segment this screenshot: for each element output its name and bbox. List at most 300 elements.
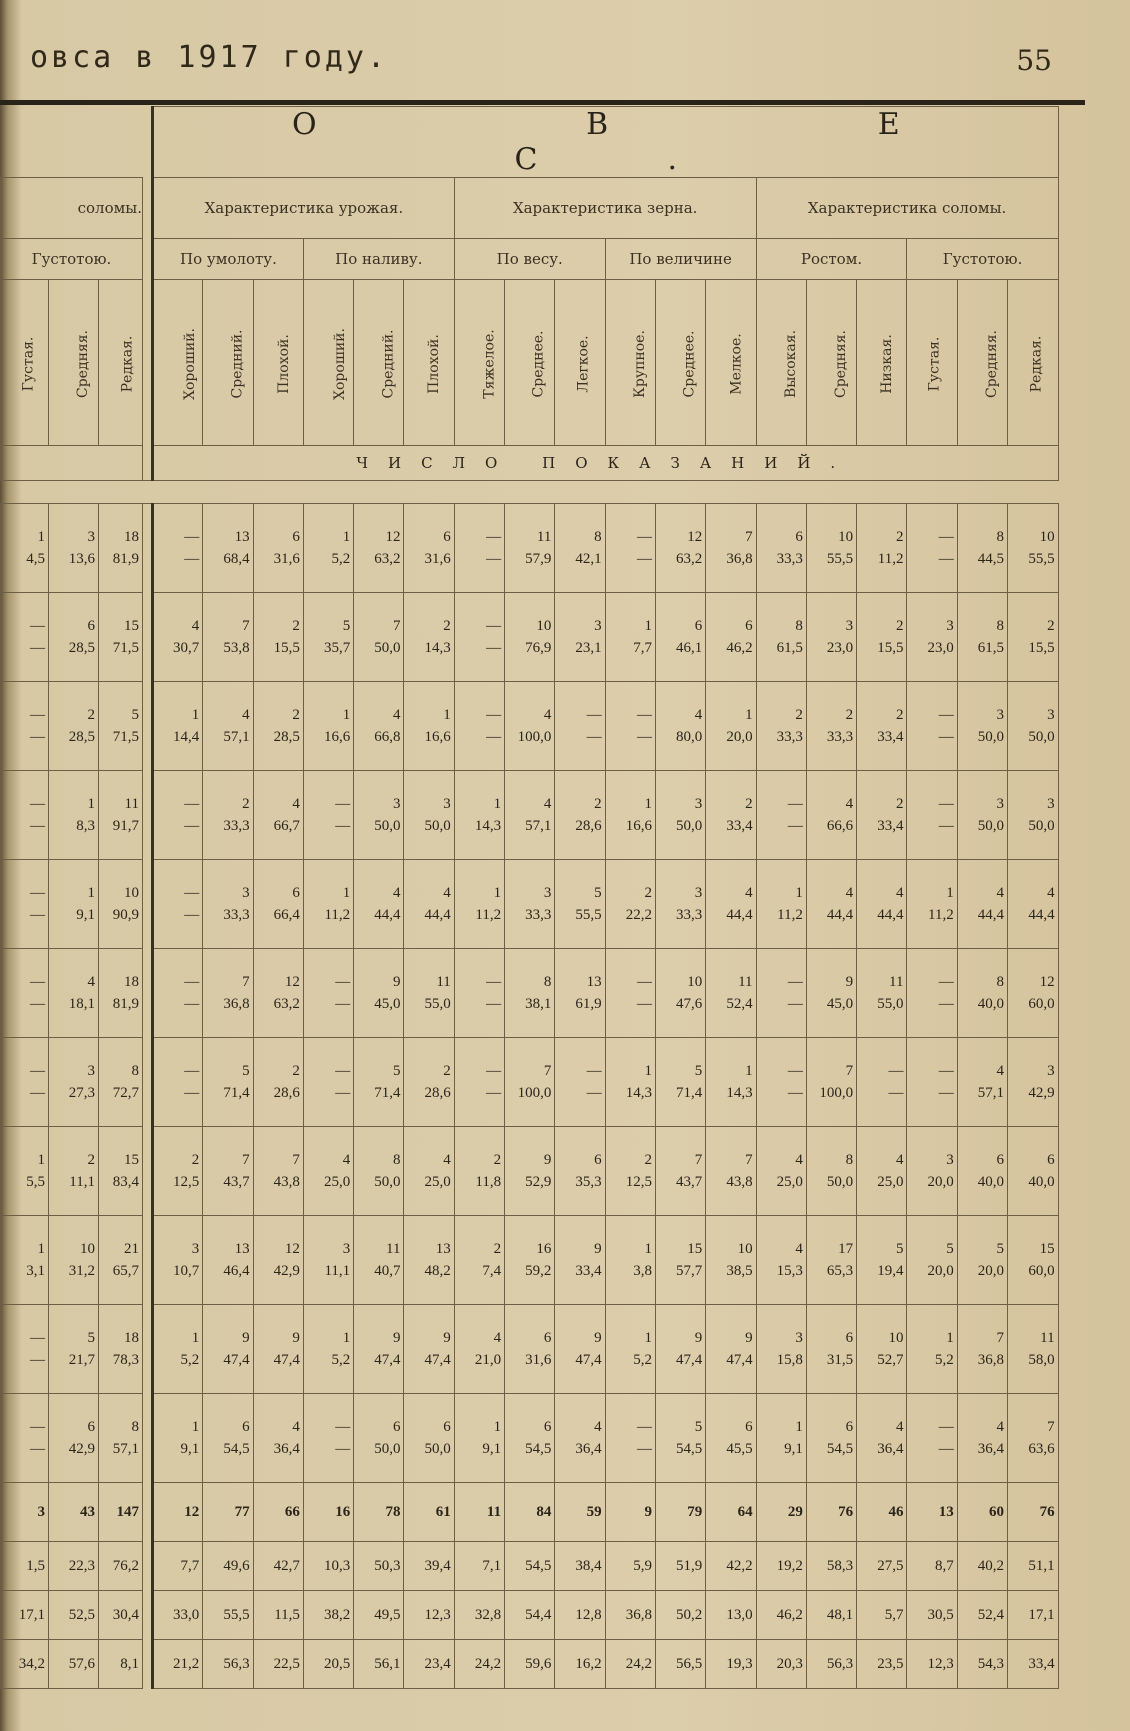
data-cell: 1 9,1 bbox=[454, 1394, 504, 1483]
data-cell: 2 33,3 bbox=[756, 682, 806, 771]
data-cell: 5 20,0 bbox=[907, 1216, 957, 1305]
percent-cell: 49,6 bbox=[203, 1542, 253, 1591]
percent-cell: 24,2 bbox=[605, 1640, 655, 1689]
percent-left-cell: 52,5 bbox=[49, 1591, 99, 1640]
data-cell: 2 11,2 bbox=[857, 504, 907, 593]
percent-left-cell: 34,2 bbox=[1, 1640, 49, 1689]
percent-cell: 8,7 bbox=[907, 1542, 957, 1591]
percent-cell: 49,5 bbox=[354, 1591, 404, 1640]
data-cell: 2 15,5 bbox=[857, 593, 907, 682]
left-cell: 5 21,7 bbox=[49, 1305, 99, 1394]
data-cell: 2 7,4 bbox=[454, 1216, 504, 1305]
data-cell: 5 35,7 bbox=[303, 593, 353, 682]
data-cell: — — bbox=[303, 1394, 353, 1483]
data-cell: 3 50,0 bbox=[957, 771, 1007, 860]
left-cell: 15 83,4 bbox=[99, 1127, 143, 1216]
percent-cell: 38,2 bbox=[303, 1591, 353, 1640]
data-cell: 12 63,2 bbox=[253, 949, 303, 1038]
data-cell: 9 47,4 bbox=[706, 1305, 756, 1394]
sub-density: Густотою. bbox=[907, 239, 1058, 280]
data-cell: 8 61,5 bbox=[756, 593, 806, 682]
left-cell: 2 11,1 bbox=[49, 1127, 99, 1216]
percent-cell: 22,5 bbox=[253, 1640, 303, 1689]
left-cell: 8 57,1 bbox=[99, 1394, 143, 1483]
gap-cell bbox=[143, 1640, 153, 1689]
gap-cell bbox=[143, 239, 153, 280]
left-title-blank bbox=[1, 107, 153, 178]
data-cell: — — bbox=[303, 1038, 353, 1127]
data-cell: 13 48,2 bbox=[404, 1216, 454, 1305]
data-cell: 2 33,4 bbox=[706, 771, 756, 860]
percent-cell: 42,2 bbox=[706, 1542, 756, 1591]
column-vert-header: Мелкое. bbox=[706, 280, 756, 446]
data-cell: — — bbox=[605, 682, 655, 771]
percent-cell: 52,4 bbox=[957, 1591, 1007, 1640]
data-cell: 4 57,1 bbox=[203, 682, 253, 771]
data-cell: 7 43,8 bbox=[706, 1127, 756, 1216]
data-cell: — — bbox=[605, 1394, 655, 1483]
gap-cell bbox=[143, 504, 153, 593]
data-cell: 13 61,9 bbox=[555, 949, 605, 1038]
percent-cell: 42,7 bbox=[253, 1542, 303, 1591]
column-vert-header: Плохой. bbox=[404, 280, 454, 446]
data-cell: — — bbox=[153, 860, 203, 949]
data-cell: — — bbox=[907, 1394, 957, 1483]
total-cell: 84 bbox=[505, 1483, 555, 1542]
table-row bbox=[1, 1216, 1059, 1305]
percent-row bbox=[1, 1542, 1059, 1591]
percent-left-cell: 8,1 bbox=[99, 1640, 143, 1689]
gap-cell bbox=[143, 1127, 153, 1216]
percent-cell: 7,7 bbox=[153, 1542, 203, 1591]
left-cell: — — bbox=[1, 682, 49, 771]
table-row bbox=[1, 504, 1059, 593]
gap-cell bbox=[143, 949, 153, 1038]
table-row bbox=[1, 771, 1059, 860]
column-vert-header: Густая. bbox=[907, 280, 957, 446]
data-cell: 7 43,7 bbox=[203, 1127, 253, 1216]
data-cell: 4 25,0 bbox=[303, 1127, 353, 1216]
data-cell: 3 33,3 bbox=[505, 860, 555, 949]
data-cell: 4 66,8 bbox=[354, 682, 404, 771]
total-cell: 60 bbox=[957, 1483, 1007, 1542]
left-cell: 2 28,5 bbox=[49, 682, 99, 771]
percent-cell: 27,5 bbox=[857, 1542, 907, 1591]
percent-cell: 21,2 bbox=[153, 1640, 203, 1689]
data-cell: 4 44,4 bbox=[404, 860, 454, 949]
data-cell: — — bbox=[857, 1038, 907, 1127]
data-cell: 9 45,0 bbox=[354, 949, 404, 1038]
data-cell: 2 28,5 bbox=[253, 682, 303, 771]
data-cell: 9 47,4 bbox=[253, 1305, 303, 1394]
table-row bbox=[1, 860, 1059, 949]
data-cell: 3 11,1 bbox=[303, 1216, 353, 1305]
column-vert-header: Крупное. bbox=[605, 280, 655, 446]
data-cell: 9 47,4 bbox=[555, 1305, 605, 1394]
percent-cell: 54,5 bbox=[505, 1542, 555, 1591]
percent-cell: 50,2 bbox=[655, 1591, 705, 1640]
data-cell: 10 55,5 bbox=[1008, 504, 1059, 593]
data-cell: 9 45,0 bbox=[806, 949, 856, 1038]
data-cell: 11 40,7 bbox=[354, 1216, 404, 1305]
total-cell: 29 bbox=[756, 1483, 806, 1542]
data-cell: — — bbox=[907, 504, 957, 593]
data-cell: 2 33,4 bbox=[857, 771, 907, 860]
left-cell: 18 81,9 bbox=[99, 504, 143, 593]
data-cell: 2 33,3 bbox=[203, 771, 253, 860]
data-cell: 3 33,3 bbox=[655, 860, 705, 949]
data-cell: 8 42,1 bbox=[555, 504, 605, 593]
percent-cell: 12,8 bbox=[555, 1591, 605, 1640]
data-cell: 5 55,5 bbox=[555, 860, 605, 949]
data-cell: 4 21,0 bbox=[454, 1305, 504, 1394]
data-cell: 8 40,0 bbox=[957, 949, 1007, 1038]
data-cell: 3 50,0 bbox=[354, 771, 404, 860]
data-cell: 3 23,0 bbox=[907, 593, 957, 682]
data-cell: 6 50,0 bbox=[404, 1394, 454, 1483]
column-vert-header: Средняя. bbox=[957, 280, 1007, 446]
data-cell: 6 45,5 bbox=[706, 1394, 756, 1483]
sub-weight: По весу. bbox=[454, 239, 605, 280]
data-cell: 12 60,0 bbox=[1008, 949, 1059, 1038]
total-cell: 59 bbox=[555, 1483, 605, 1542]
data-cell: 2 28,6 bbox=[253, 1038, 303, 1127]
percent-cell: 19,3 bbox=[706, 1640, 756, 1689]
data-cell: — — bbox=[454, 504, 504, 593]
data-cell: 4 66,6 bbox=[806, 771, 856, 860]
gap-cell bbox=[143, 1305, 153, 1394]
data-cell: — — bbox=[303, 771, 353, 860]
data-cell: 10 47,6 bbox=[655, 949, 705, 1038]
data-cell: 6 33,3 bbox=[756, 504, 806, 593]
data-cell: 11 57,9 bbox=[505, 504, 555, 593]
total-cell: 11 bbox=[454, 1483, 504, 1542]
data-cell: 2 12,5 bbox=[605, 1127, 655, 1216]
data-cell: — — bbox=[555, 682, 605, 771]
percent-cell: 12,3 bbox=[404, 1591, 454, 1640]
data-cell: 11 58,0 bbox=[1008, 1305, 1059, 1394]
data-cell: 1 11,2 bbox=[756, 860, 806, 949]
column-vert-header: Тяжелое. bbox=[454, 280, 504, 446]
percent-cell: 56,3 bbox=[806, 1640, 856, 1689]
data-cell: 1 14,3 bbox=[706, 1038, 756, 1127]
data-cell: — — bbox=[153, 1038, 203, 1127]
percent-cell: 17,1 bbox=[1008, 1591, 1059, 1640]
gap-cell bbox=[143, 446, 153, 481]
percent-row bbox=[1, 1640, 1059, 1689]
left-cell: 21 65,7 bbox=[99, 1216, 143, 1305]
total-cell: 16 bbox=[303, 1483, 353, 1542]
data-cell: 9 47,4 bbox=[354, 1305, 404, 1394]
left-vert-header: Редкая. bbox=[99, 280, 143, 446]
data-cell: 5 71,4 bbox=[354, 1038, 404, 1127]
left-cell: 1 4,5 bbox=[1, 504, 49, 593]
total-cell: 61 bbox=[404, 1483, 454, 1542]
percent-cell: 58,3 bbox=[806, 1542, 856, 1591]
data-cell: 4 44,4 bbox=[806, 860, 856, 949]
data-cell: 10 55,5 bbox=[806, 504, 856, 593]
data-cell: 11 55,0 bbox=[404, 949, 454, 1038]
sub-size: По величине bbox=[605, 239, 756, 280]
percent-left-cell: 22,3 bbox=[49, 1542, 99, 1591]
data-cell: 4 25,0 bbox=[857, 1127, 907, 1216]
gap-cell bbox=[143, 593, 153, 682]
total-left-cell: 147 bbox=[99, 1483, 143, 1542]
percent-cell: 16,2 bbox=[555, 1640, 605, 1689]
data-cell: — — bbox=[153, 504, 203, 593]
data-cell: 12 63,2 bbox=[655, 504, 705, 593]
data-cell: — — bbox=[756, 949, 806, 1038]
total-row bbox=[1, 1483, 1059, 1542]
column-vert-header: Среднее. bbox=[655, 280, 705, 446]
percent-cell: 54,4 bbox=[505, 1591, 555, 1640]
left-cell: 3 27,3 bbox=[49, 1038, 99, 1127]
data-cell: 6 40,0 bbox=[957, 1127, 1007, 1216]
column-vert-header: Низкая. bbox=[857, 280, 907, 446]
table-row bbox=[1, 1394, 1059, 1483]
data-cell: — — bbox=[454, 682, 504, 771]
percent-left-cell: 76,2 bbox=[99, 1542, 143, 1591]
data-cell: — — bbox=[555, 1038, 605, 1127]
data-cell: 5 71,4 bbox=[203, 1038, 253, 1127]
data-cell: 4 36,4 bbox=[555, 1394, 605, 1483]
total-cell: 76 bbox=[806, 1483, 856, 1542]
data-cell: 3 15,8 bbox=[756, 1305, 806, 1394]
data-cell: 1 11,2 bbox=[454, 860, 504, 949]
total-left-cell: 43 bbox=[49, 1483, 99, 1542]
main-title: О В Е С. bbox=[153, 107, 1059, 178]
data-cell: 8 44,5 bbox=[957, 504, 1007, 593]
data-cell: 4 44,4 bbox=[1008, 860, 1059, 949]
column-vert-header: Средний. bbox=[203, 280, 253, 446]
data-cell: — — bbox=[756, 1038, 806, 1127]
data-cell: 6 54,5 bbox=[806, 1394, 856, 1483]
data-cell: — — bbox=[605, 949, 655, 1038]
data-cell: 11 52,4 bbox=[706, 949, 756, 1038]
data-cell: 2 33,4 bbox=[857, 682, 907, 771]
percent-cell: 33,4 bbox=[1008, 1640, 1059, 1689]
percent-cell: 59,6 bbox=[505, 1640, 555, 1689]
data-cell: 4 25,0 bbox=[404, 1127, 454, 1216]
left-cell: 8 72,7 bbox=[99, 1038, 143, 1127]
data-cell: 1 11,2 bbox=[303, 860, 353, 949]
data-cell: 6 31,5 bbox=[806, 1305, 856, 1394]
data-cell: 6 66,4 bbox=[253, 860, 303, 949]
data-cell: 10 52,7 bbox=[857, 1305, 907, 1394]
column-vert-header: Средний. bbox=[354, 280, 404, 446]
table-row bbox=[1, 1127, 1059, 1216]
data-cell: 9 52,9 bbox=[505, 1127, 555, 1216]
data-cell: 3 23,1 bbox=[555, 593, 605, 682]
running-header: овса в 1917 году. bbox=[30, 40, 389, 75]
percent-cell: 40,2 bbox=[957, 1542, 1007, 1591]
data-cell: 3 20,0 bbox=[907, 1127, 957, 1216]
data-cell: 13 46,4 bbox=[203, 1216, 253, 1305]
left-cell: — — bbox=[1, 771, 49, 860]
data-cell: 2 12,5 bbox=[153, 1127, 203, 1216]
data-cell: 1 14,4 bbox=[153, 682, 203, 771]
data-cell: 2 11,8 bbox=[454, 1127, 504, 1216]
data-cell: 2 33,3 bbox=[806, 682, 856, 771]
data-cell: 4 36,4 bbox=[957, 1394, 1007, 1483]
left-cell: — — bbox=[1, 1305, 49, 1394]
top-rule bbox=[0, 100, 1085, 105]
data-cell: 2 14,3 bbox=[404, 593, 454, 682]
data-cell: 3 50,0 bbox=[1008, 771, 1059, 860]
left-cell: 1 3,1 bbox=[1, 1216, 49, 1305]
column-vert-header: Среднее. bbox=[505, 280, 555, 446]
data-cell: — — bbox=[907, 949, 957, 1038]
data-cell: 1 5,2 bbox=[303, 1305, 353, 1394]
group-grain: Характеристика зерна. bbox=[454, 178, 756, 239]
percent-cell: 32,8 bbox=[454, 1591, 504, 1640]
percent-cell: 13,0 bbox=[706, 1591, 756, 1640]
data-cell: 1 5,2 bbox=[907, 1305, 957, 1394]
left-count-blank bbox=[1, 446, 143, 481]
data-cell: 6 54,5 bbox=[505, 1394, 555, 1483]
data-cell: 7 36,8 bbox=[706, 504, 756, 593]
data-cell: 7 100,0 bbox=[505, 1038, 555, 1127]
data-cell: — — bbox=[303, 949, 353, 1038]
data-cell: 4 36,4 bbox=[857, 1394, 907, 1483]
data-cell: 1 3,8 bbox=[605, 1216, 655, 1305]
oats-statistics-table bbox=[0, 106, 1059, 1689]
data-cell: 7 53,8 bbox=[203, 593, 253, 682]
data-cell: 1 5,2 bbox=[605, 1305, 655, 1394]
percent-cell: 5,9 bbox=[605, 1542, 655, 1591]
left-cell: 18 78,3 bbox=[99, 1305, 143, 1394]
data-cell: 9 33,4 bbox=[555, 1216, 605, 1305]
gap-cell bbox=[143, 280, 153, 446]
percent-cell: 20,5 bbox=[303, 1640, 353, 1689]
left-cell: 6 42,9 bbox=[49, 1394, 99, 1483]
left-cell: — — bbox=[1, 949, 49, 1038]
gap-cell bbox=[143, 1216, 153, 1305]
data-cell: 6 31,6 bbox=[505, 1305, 555, 1394]
data-cell: 15 57,7 bbox=[655, 1216, 705, 1305]
data-cell: 7 36,8 bbox=[203, 949, 253, 1038]
column-vert-header: Средняя. bbox=[806, 280, 856, 446]
percent-cell: 38,4 bbox=[555, 1542, 605, 1591]
data-cell: 2 15,5 bbox=[253, 593, 303, 682]
data-cell: 7 43,8 bbox=[253, 1127, 303, 1216]
page-number: 55 bbox=[1016, 44, 1052, 77]
left-cell: 1 9,1 bbox=[49, 860, 99, 949]
data-cell: 7 63,6 bbox=[1008, 1394, 1059, 1483]
spacer-row bbox=[1, 481, 1059, 504]
left-cell: 15 71,5 bbox=[99, 593, 143, 682]
data-cell: 1 7,7 bbox=[605, 593, 655, 682]
data-cell: 6 50,0 bbox=[354, 1394, 404, 1483]
data-cell: 1 11,2 bbox=[907, 860, 957, 949]
table-row bbox=[1, 682, 1059, 771]
data-cell: — — bbox=[907, 1038, 957, 1127]
data-cell: 2 28,6 bbox=[555, 771, 605, 860]
data-cell: — — bbox=[454, 949, 504, 1038]
count-label: ЧИСЛО ПОКАЗАНИЙ. bbox=[153, 446, 1059, 481]
gap-cell bbox=[143, 1483, 153, 1542]
percent-cell: 36,8 bbox=[605, 1591, 655, 1640]
percent-left-cell: 17,1 bbox=[1, 1591, 49, 1640]
data-cell: 17 65,3 bbox=[806, 1216, 856, 1305]
gap-cell bbox=[143, 860, 153, 949]
percent-cell: 24,2 bbox=[454, 1640, 504, 1689]
data-cell: 7 50,0 bbox=[354, 593, 404, 682]
data-cell: 4 66,7 bbox=[253, 771, 303, 860]
data-cell: — — bbox=[605, 504, 655, 593]
percent-cell: 10,3 bbox=[303, 1542, 353, 1591]
percent-cell: 56,5 bbox=[655, 1640, 705, 1689]
total-cell: 46 bbox=[857, 1483, 907, 1542]
table-row bbox=[1, 593, 1059, 682]
group-straw: Характеристика соломы. bbox=[756, 178, 1058, 239]
percent-cell: 7,1 bbox=[454, 1542, 504, 1591]
data-cell: 5 19,4 bbox=[857, 1216, 907, 1305]
left-group-header: соломы. bbox=[1, 178, 143, 239]
percent-cell: 51,9 bbox=[655, 1542, 705, 1591]
data-cell: 1 16,6 bbox=[404, 682, 454, 771]
data-cell: 9 47,4 bbox=[203, 1305, 253, 1394]
percent-cell: 33,0 bbox=[153, 1591, 203, 1640]
percent-cell: 54,3 bbox=[957, 1640, 1007, 1689]
total-cell: 64 bbox=[706, 1483, 756, 1542]
data-cell: 1 5,2 bbox=[303, 504, 353, 593]
percent-cell: 5,7 bbox=[857, 1591, 907, 1640]
column-vert-header: Хороший. bbox=[303, 280, 353, 446]
total-cell: 13 bbox=[907, 1483, 957, 1542]
total-cell: 77 bbox=[203, 1483, 253, 1542]
sub-height: Ростом. bbox=[756, 239, 907, 280]
total-cell: 9 bbox=[605, 1483, 655, 1542]
gap-cell bbox=[143, 178, 153, 239]
percent-cell: 50,3 bbox=[354, 1542, 404, 1591]
percent-cell: 56,1 bbox=[354, 1640, 404, 1689]
total-cell: 76 bbox=[1008, 1483, 1059, 1542]
left-cell: 10 31,2 bbox=[49, 1216, 99, 1305]
data-cell: 1 14,3 bbox=[454, 771, 504, 860]
gap-cell bbox=[143, 682, 153, 771]
percent-cell: 55,5 bbox=[203, 1591, 253, 1640]
data-cell: 12 63,2 bbox=[354, 504, 404, 593]
data-cell: 5 71,4 bbox=[655, 1038, 705, 1127]
data-cell: 1 9,1 bbox=[756, 1394, 806, 1483]
data-cell: 1 16,6 bbox=[605, 771, 655, 860]
data-cell: 4 100,0 bbox=[505, 682, 555, 771]
data-cell: 10 38,5 bbox=[706, 1216, 756, 1305]
data-cell: — — bbox=[756, 771, 806, 860]
left-cell: 1 5,5 bbox=[1, 1127, 49, 1216]
data-cell: 11 55,0 bbox=[857, 949, 907, 1038]
sub-yield: По умолоту. bbox=[153, 239, 304, 280]
left-cell: 18 81,9 bbox=[99, 949, 143, 1038]
data-cell: 12 42,9 bbox=[253, 1216, 303, 1305]
data-cell: — — bbox=[454, 1038, 504, 1127]
data-cell: 2 22,2 bbox=[605, 860, 655, 949]
data-cell: 4 44,4 bbox=[706, 860, 756, 949]
table-row bbox=[1, 949, 1059, 1038]
percent-cell: 56,3 bbox=[203, 1640, 253, 1689]
data-cell: 1 5,2 bbox=[153, 1305, 203, 1394]
column-vert-header: Высокая. bbox=[756, 280, 806, 446]
data-cell: 3 33,3 bbox=[203, 860, 253, 949]
gap-cell bbox=[143, 1394, 153, 1483]
left-sub-header: Густотою. bbox=[1, 239, 143, 280]
data-cell: 6 46,2 bbox=[706, 593, 756, 682]
left-cell: 10 90,9 bbox=[99, 860, 143, 949]
left-cell: — — bbox=[1, 1038, 49, 1127]
data-cell: 5 54,5 bbox=[655, 1394, 705, 1483]
column-vert-header: Редкая. bbox=[1008, 280, 1059, 446]
